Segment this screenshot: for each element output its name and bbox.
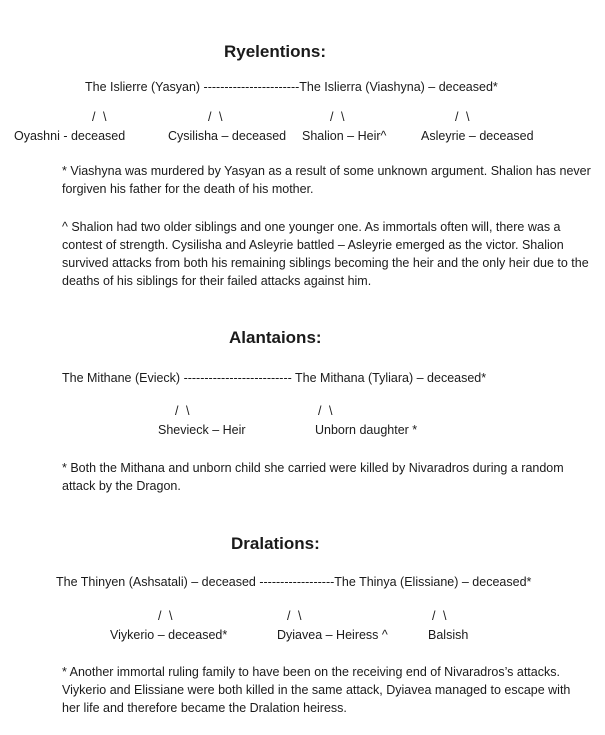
child-name: Unborn daughter * bbox=[315, 423, 418, 437]
child-name: Shalion – Heir^ bbox=[302, 129, 387, 143]
branch-glyph: / \ bbox=[208, 110, 225, 124]
branch-glyph: / \ bbox=[287, 609, 304, 623]
footnote: * Another immortal ruling family to have been on the receiving end of Nivaradros’s attacks. Viykerio and Elissiane were both killed in the same attack, Dyiavea managed to escape with her life and therefore became the Dralation heiress. bbox=[62, 665, 571, 715]
child-name: Oyashni - deceased bbox=[14, 129, 126, 143]
section-heading: Dralations: bbox=[231, 534, 320, 553]
branch-glyph: / \ bbox=[158, 609, 175, 623]
branch-glyph: / \ bbox=[330, 110, 347, 124]
section-heading: Alantaions: bbox=[229, 328, 322, 347]
branch-glyph: / \ bbox=[318, 404, 335, 418]
parents-line: The Islierre (Yasyan) -----------------------The Islierra (Viashyna) – deceased* bbox=[85, 80, 498, 94]
branch-glyph: / \ bbox=[432, 609, 449, 623]
child-name: Viykerio – deceased* bbox=[110, 628, 228, 642]
branch-glyph: / \ bbox=[92, 110, 109, 124]
child-name: Dyiavea – Heiress ^ bbox=[277, 628, 388, 642]
footnote: * Both the Mithana and unborn child she carried were killed by Nivaradros during a random attack by the Dragon. bbox=[62, 461, 564, 493]
footnote: ^ Shalion had two older siblings and one younger one. As immortals often will, there was a contest of strength. Cysilisha and Asleyrie battled – Asleyrie emerged as the victor. Shalion survived attacks from both his remaining siblings becoming the heir and the only heir due to the deaths of his siblings for their failed attacks against him. bbox=[62, 220, 589, 288]
child-name: Asleyrie – deceased bbox=[421, 129, 534, 143]
footnote: * Viashyna was murdered by Yasyan as a result of some unknown argument. Shalion has never forgiven his father for the death of his mother. bbox=[62, 164, 591, 196]
parents-line: The Mithane (Evieck) -------------------------- The Mithana (Tyliara) – deceased* bbox=[62, 371, 487, 385]
branch-glyph: / \ bbox=[455, 110, 472, 124]
child-name: Shevieck – Heir bbox=[158, 423, 246, 437]
section-heading: Ryelentions: bbox=[224, 42, 327, 61]
child-name: Balsish bbox=[428, 628, 469, 642]
branch-glyph: / \ bbox=[175, 404, 192, 418]
parents-line: The Thinyen (Ashsatali) – deceased ------------------The Thinya (Elissiane) – deceased* bbox=[56, 575, 532, 589]
child-name: Cysilisha – deceased bbox=[168, 129, 287, 143]
